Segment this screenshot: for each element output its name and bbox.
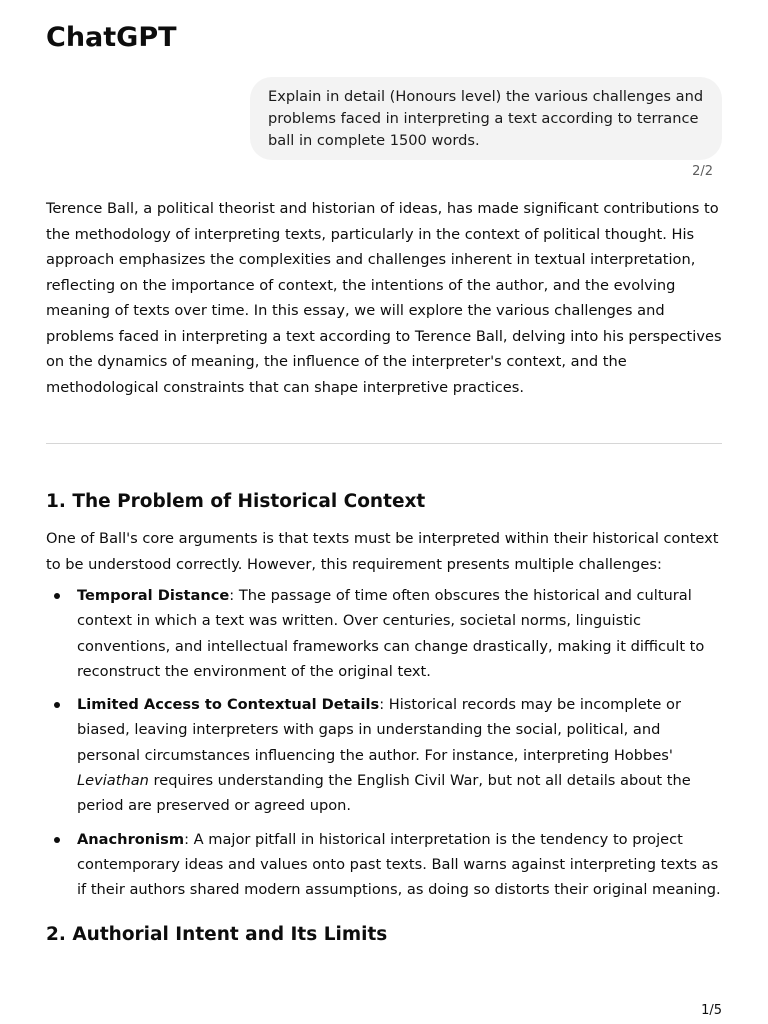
list-item-text: : Historical records may be incomplete or biased, leaving interpreters with gaps in understanding the social, political, and personal circumstances influencing the author. For instance, interpreting Hobbes' [77, 696, 681, 764]
list-item-term: Anachronism [77, 830, 185, 848]
section-divider [46, 443, 722, 444]
list-item-text-continued: requires understanding the English Civil War, but not all details about the period are preserved or agreed upon. [77, 772, 691, 815]
challenges-list [46, 583, 726, 911]
list-item-term: Limited Access to Contextual Details [77, 696, 380, 714]
bullet-icon [54, 837, 60, 843]
page-number: 1/5 [701, 1003, 722, 1018]
page-title: ChatGPT [46, 22, 177, 53]
user-prompt-bubble: Explain in detail (Honours level) the various challenges and problems faced in interpreting a text according to terrance ball in complete 1500 words. [250, 77, 722, 160]
section-lead-paragraph: One of Ball's core arguments is that texts must be interpreted within their historical context to be understood correctly. However, this requirement presents multiple challenges: [46, 530, 719, 573]
list-item-term: Temporal Distance [77, 587, 230, 604]
list-item-text: : A major pitfall in historical interpretation is the tendency to project contemporary ideas and values onto past texts. Ball warns against interpreting texts as if their authors shared modern assumptions, as doing so distorts their original meaning. [77, 830, 721, 899]
section-heading-authorial-intent: 2. Authorial Intent and Its Limits [46, 924, 388, 945]
section-heading-historical-context: 1. The Problem of Historical Context [46, 491, 426, 512]
bullet-icon [54, 593, 60, 599]
response-pager[interactable]: 2/2 [692, 164, 713, 179]
list-item-emphasis: Leviathan [77, 772, 149, 790]
list-item-anachronism [46, 827, 726, 903]
list-item-contextual-details [46, 692, 726, 818]
intro-paragraph: Terence Ball, a political theorist and historian of ideas, has made significant contributions to the methodology of interpreting texts, particularly in the context of political thought. His approach emphasizes the complexities and challenges inherent in textual interpretation, reflecting on the importance of context, the intentions of the author, and the evolving meaning of texts over time. In this essay, we will explore the various challenges and problems faced in interpreting a text according to Terence Ball, delving into his perspectives on the dynamics of meaning, the influence of the interpreter's context, and the methodological constraints that can shape interpretive practices. [46, 200, 722, 396]
list-item-temporal-distance [46, 583, 726, 684]
list-item-text: : The passage of time often obscures the historical and cultural context in which a text was written. Over centuries, societal norms, linguistic conventions, and intellectual frameworks can change drastically, making it difficult to reconstruct the environment of the original text. [77, 587, 705, 680]
bullet-icon [54, 702, 60, 708]
